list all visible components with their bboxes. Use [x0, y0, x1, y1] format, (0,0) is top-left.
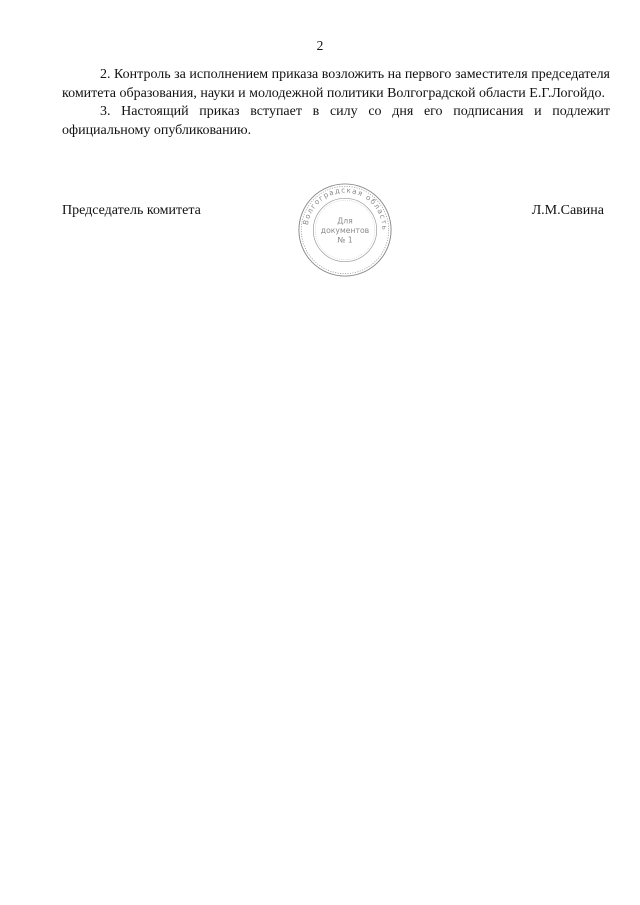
signatory-title: Председатель комитета [62, 203, 201, 218]
seal-center-line3: № 1 [337, 235, 353, 245]
seal-ring-text: Волгоградская область [300, 185, 390, 232]
document-body [62, 66, 610, 140]
page-number: 2 [316, 38, 324, 53]
paragraph-control: 2. Контроль за исполнением приказа возложить на первого заместителя председателя комитета образования, науки и молодежной политики Волгоградской области Е.Г.Логойдо. [62, 67, 610, 101]
seal-center-line1: Для [337, 216, 353, 226]
official-seal [297, 182, 393, 278]
paragraph-effective-date: 3. Настоящий приказ вступает в силу со дня его подписания и подлежит официальному опубликованию. [62, 104, 610, 138]
signatory-name: Л.М.Савина [531, 203, 604, 218]
seal-center-line2: документов [320, 225, 370, 235]
